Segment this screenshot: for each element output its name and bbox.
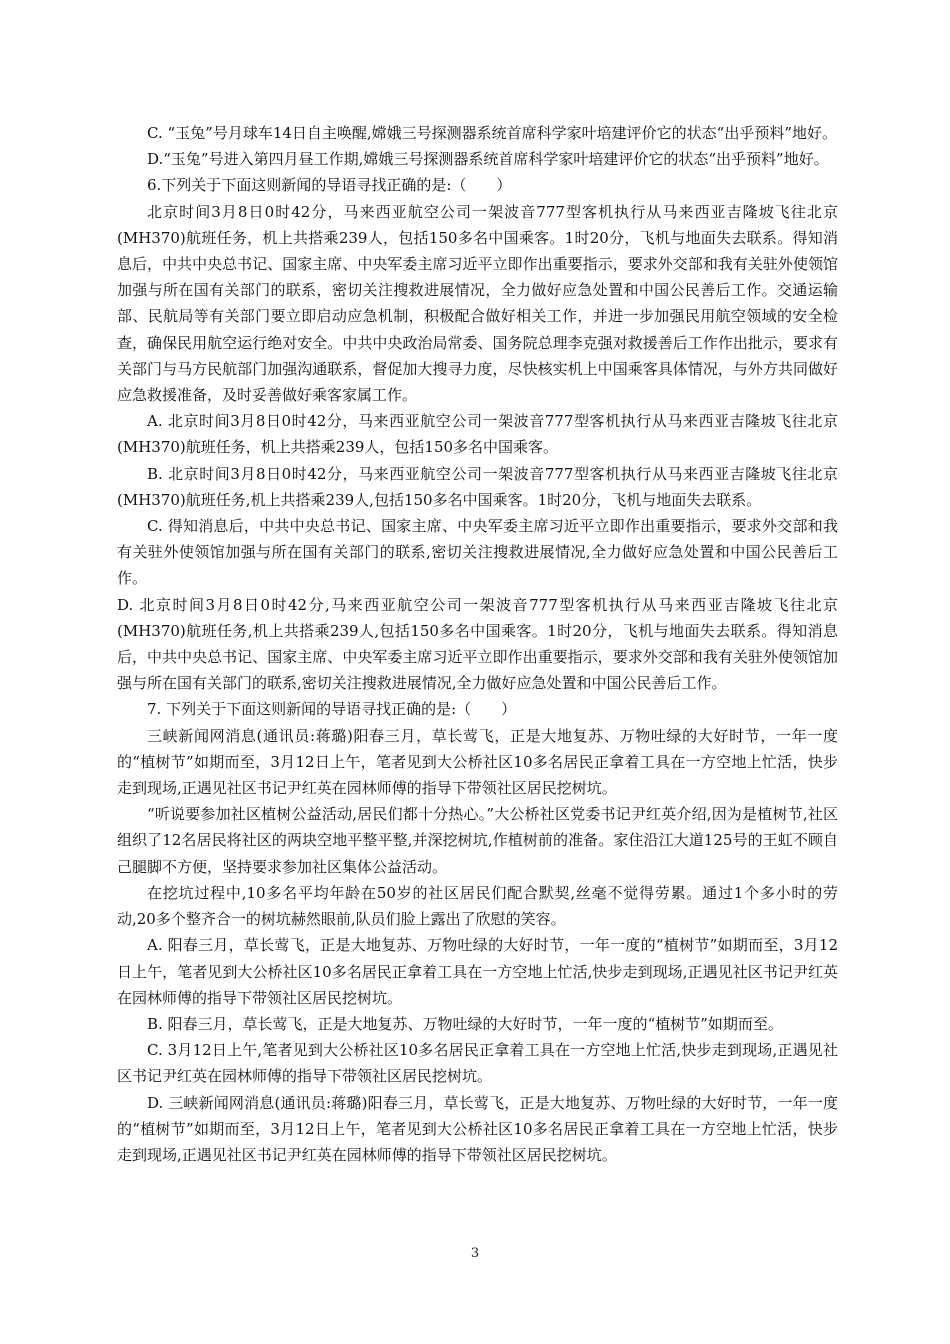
option-6c-paragraph: C. 得知消息后，中共中央总书记、国家主席、中央军委主席习近平立即作出重要指示，要求外交部和我有关驻外使领馆加强与所在国有关部门的联系,密切关注搜救进展情况,全力做好应急处置和中国公民善后工作。 bbox=[117, 517, 838, 588]
option-5c-paragraph: C. “玉兔”号月球车14日自主唤醒,嫦娥三号探测器系统首席科学家叶培建评价它的状态“出乎预料”地好。 bbox=[147, 124, 838, 142]
option-6d-paragraph: D. 北京时间3月8日0时42分,马来西亚航空公司一架波音777型客机执行从马来西亚吉隆坡飞往北京(MH370)航班任务,机上共搭乘239人,包括150多名中国乘客。1时20分，飞机与地面失去联系。得知消息后，中共中央总书记、国家主席、中央军委主席习近平立即作出重要指示，要求外交部和我有关驻外使领馆加强与所在国有关部门的联系,密切关注搜救进展情况,全力做好应急处置和中国公民善后工作。 bbox=[117, 595, 838, 693]
question-7-news-passage-2: “听说要参加社区植树公益活动,居民们都十分热心。”大公桥社区党委书记尹红英介绍,因为是植树节,社区组织了12名居民将社区的两块空地平整平整,并深挖树坑,作植树前的准备。家住沿江大道125号的王虹不顾自己腿脚不方便，坚持要求参加社区集体公益活动。 bbox=[117, 805, 838, 876]
option-7a-paragraph: A. 阳春三月，草长莺飞，正是大地复苏、万物吐绿的大好时节，一年一度的“植树节”如期而至，3月12日上午，笔者见到大公桥社区10多名居民正拿着工具在一方空地上忙活,快步走到现场,正遇见社区书记尹红英在园林师傅的指导下带领社区居民挖树坑。 bbox=[117, 936, 838, 1007]
option-6b-paragraph: B. 北京时间3月8日0时42分，马来西亚航空公司一架波音777型客机执行从马来西亚吉隆坡飞往北京(MH370)航班任务,机上共搭乘239人,包括150多名中国乘客。1时20分，飞机与地面失去联系。 bbox=[117, 464, 838, 509]
question-6-stem: 6.下列关于下面这则新闻的导语寻找正确的是:（ ） bbox=[147, 176, 512, 195]
document-body bbox=[117, 120, 838, 1168]
question-7-news-passage-3: 在挖坑过程中,10多名平均年龄在50岁的社区居民们配合默契,丝毫不觉得劳累。通过1个多小时的劳动,20多个整齐合一的树坑赫然眼前,队员们脸上露出了欣慰的笑容。 bbox=[117, 883, 838, 929]
option-7c-paragraph: C. 3月12日上午,笔者见到大公桥社区10多名居民正拿着工具在一方空地上忙活,快步走到现场,正遇见社区书记尹红英在园林师傅的指导下带领社区居民挖树坑。 bbox=[117, 1041, 838, 1086]
option-7d-paragraph: D. 三峡新闻网消息(通讯员:蒋璐)阳春三月，草长莺飞，正是大地复苏、万物吐绿的大好时节，一年一度的“植树节”如期而至，3月12日上午，笔者见到大公桥社区10多名居民正拿着工具在一方空地上忙活，快步走到现场,正遇见社区书记尹红英在园林师傅的指导下带领社区居民挖树坑。 bbox=[117, 1093, 838, 1164]
option-7b-paragraph: B. 阳春三月，草长莺飞，正是大地复苏、万物吐绿的大好时节，一年一度的“植树节”如期而至。 bbox=[147, 1014, 783, 1033]
question-7-news-passage-1: 三峡新闻网消息(通讯员:蒋璐)阳春三月，草长莺飞，正是大地复苏、万物吐绿的大好时节，一年一度的“植树节”如期而至，3月12日上午，笔者见到大公桥社区10多名居民正拿着工具在一方空地上忙活，快步走到现场,正遇见社区书记尹红英在园林师傅的指导下带领社区居民挖树坑。 bbox=[117, 726, 838, 798]
question-6-news-passage: 北京时间3月8日0时42分，马来西亚航空公司一架波音777型客机执行从马来西亚吉隆坡飞往北京(MH370)航班任务，机上共搭乘239人，包括150多名中国乘客。1时20分，飞机与地面失去联系。得知消息后，中共中央总书记、国家主席、中央军委主席习近平立即作出重要指示，要求外交部和我有关驻外使领馆加强与所在国有关部门的联系，密切关注搜救进展情况，全力做好应急处置和中国公民善后工作。交通运输部、民航局等有关部门要立即启动应急机制，积极配合做好相关工作，并进一步加强民用航空领域的安全检查，确保民用航空运行绝对安全。中共中央政治局常委、国务院总理李克强对救援善后工作作出批示，要求有关部门与马方民航部门加强沟通联系，督促加大搜寻力度，尽快核实机上中国乘客具体情况，与外方共同做好应急救援准备，及时妥善做好乘客家属工作。 bbox=[117, 202, 838, 405]
page-number: 3 bbox=[470, 1246, 480, 1261]
question-7-stem: 7. 下列关于下面这则新闻的导语寻找正确的是:（ ） bbox=[147, 700, 517, 719]
option-6a-paragraph: A. 北京时间3月8日0时42分，马来西亚航空公司一架波音777型客机执行从马来西亚吉隆坡飞往北京(MH370)航班任务，机上共搭乘239人，包括150多名中国乘客。 bbox=[117, 412, 838, 457]
option-5d-paragraph: D.“玉兔”号进入第四月昼工作期,嫦娥三号探测器系统首席科学家叶培建评价它的状态“出乎预料”地好。 bbox=[147, 150, 829, 169]
